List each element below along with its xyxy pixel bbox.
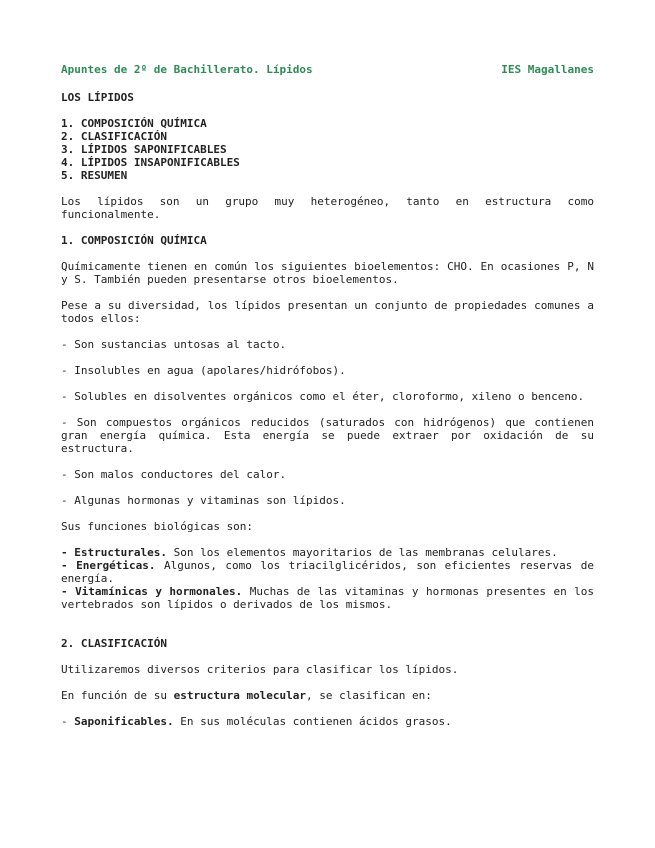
- function-item: [61, 585, 594, 611]
- function-text: Son los elementos mayoritarios de las membranas celulares.: [166, 546, 558, 559]
- paragraph: [61, 689, 594, 702]
- toc-item: 4. LÍPIDOS INSAPONIFICABLES: [61, 156, 240, 169]
- toc-item: 2. CLASIFICACIÓN: [61, 130, 167, 143]
- classification-item: [61, 715, 594, 728]
- text-fragment: En función de su: [61, 689, 174, 702]
- text-fragment: En sus moléculas contienen ácidos grasos.: [173, 715, 452, 728]
- function-label: - Vitamínicas y hormonales.: [61, 585, 243, 598]
- function-text: Algunos, como los triacilglicéridos, son eficientes reservas de energía.: [61, 559, 595, 585]
- function-item: [61, 546, 594, 559]
- toc-item: 3. LÍPIDOS SAPONIFICABLES: [61, 143, 227, 156]
- header-course-title: Apuntes de 2º de Bachillerato. Lípidos: [61, 63, 313, 76]
- document-page: [61, 63, 594, 741]
- bold-term: Saponificables.: [74, 715, 174, 728]
- section-heading-classification: 2. CLASIFICACIÓN: [61, 637, 167, 650]
- section-heading-composition: 1. COMPOSICIÓN QUÍMICA: [61, 234, 207, 247]
- function-item: [61, 559, 594, 585]
- function-label: - Estructurales.: [61, 546, 167, 559]
- header-school-name: IES Magallanes: [501, 63, 594, 76]
- table-of-contents: [61, 117, 594, 182]
- property-item: - Son sustancias untosas al tacto.: [61, 338, 287, 351]
- property-item: - Insolubles en agua (apolares/hidrófobos).: [61, 364, 346, 377]
- intro-paragraph: Los lípidos son un grupo muy heterogéneo, tanto en estructura como funcionalmente.: [61, 195, 594, 221]
- paragraph: Pese a su diversidad, los lípidos presentan un conjunto de propiedades comunes a todos ellos:: [61, 299, 594, 325]
- property-item: - Solubles en disolventes orgánicos como el éter, cloroformo, xileno o benceno.: [61, 390, 585, 403]
- paragraph: Químicamente tienen en común los siguientes bioelementos: CHO. En ocasiones P, N y S. También pueden presentarse otros bioelementos.: [61, 260, 594, 286]
- paragraph: Utilizaremos diversos criterios para clasificar los lípidos.: [61, 663, 459, 676]
- text-fragment: -: [61, 715, 75, 728]
- page-header: [61, 63, 594, 76]
- function-label: - Energéticas.: [61, 559, 156, 572]
- function-text: Muchas de las vitaminas y hormonas presentes en los vertebrados son lípidos o derivados de los mismos.: [61, 585, 594, 611]
- toc-item: 1. COMPOSICIÓN QUÍMICA: [61, 117, 207, 130]
- property-item: - Algunas hormonas y vitaminas son lípidos.: [61, 494, 346, 507]
- bold-term: estructura molecular: [173, 689, 307, 702]
- text-fragment: , se clasifican en:: [306, 689, 432, 702]
- document-title: LOS LÍPIDOS: [61, 91, 134, 104]
- functions-intro: Sus funciones biológicas son:: [61, 520, 254, 533]
- property-item: - Son compuestos orgánicos reducidos (saturados con hidrógenos) que contienen gran energía química. Esta energía se puede extraer por oxidación de su estructura.: [61, 416, 594, 455]
- property-item: - Son malos conductores del calor.: [61, 468, 287, 481]
- functions-list: [61, 546, 594, 611]
- toc-item: 5. RESUMEN: [61, 169, 128, 182]
